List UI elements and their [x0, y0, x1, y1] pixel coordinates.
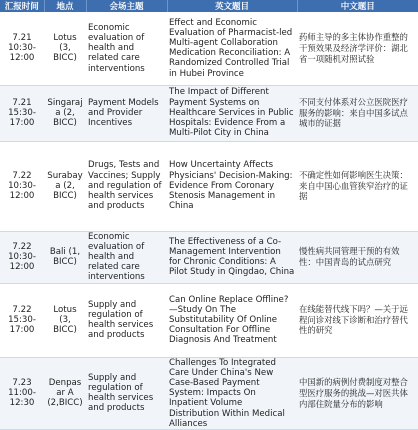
- table-row: [0, 283, 418, 357]
- cell-location: Lotus (3, BICC): [53, 32, 77, 64]
- cell-en-title: How Uncertainty Affects Physicians' Decision-Making: Evidence From Coronary Stenosis Management in China: [169, 160, 293, 212]
- cell-time: 7.23 11:00- 12:30: [0, 357, 44, 429]
- cell-location: Denpas ar A (2,BICC): [44, 357, 86, 429]
- cell-en-title: Can Online Replace Offline? —Study On The Substitutability Of Online Consultation For Offline Diagnosis And Treatment: [169, 294, 289, 346]
- cell-location: Surabay a (2, BICC): [47, 170, 83, 202]
- cell-en-title: The Effectiveness of a Co-Management Intervention for Chronic Conditions: A Pilot Study in Qingdao, China: [167, 231, 297, 283]
- table-row: [0, 231, 418, 283]
- table-row: [0, 12, 418, 85]
- cell-cn-title: 慢性病共同管理干预的有效性：中国青岛的试点研究: [297, 231, 418, 283]
- table-row: [0, 357, 418, 429]
- table-row: [0, 85, 418, 141]
- cell-theme: Drugs, Tests and Vaccines; Supply and regulation of health services and products: [88, 160, 162, 212]
- header-cn-title: 中文题目: [297, 0, 418, 12]
- table-header-row: [0, 0, 418, 12]
- cell-time: 7.22 10:30- 12:00: [0, 231, 44, 283]
- cell-en-title: The Impact of Different Payment Systems on Healthcare Services in Public Hospitals: Evidence From a Multi-Pilot City in China: [167, 85, 297, 141]
- cell-cn-title: 药师主导的多主体协作重整的干预效果及经济学评价：湖北省一项随机对照试验: [299, 32, 408, 64]
- cell-theme: Supply and regulation of health services and products: [88, 299, 154, 341]
- cell-theme: Payment Models and Provider Incentives: [86, 85, 167, 141]
- cell-theme: Economic evaluation of health and related care interventions: [86, 231, 167, 283]
- cell-cn-title: 在线能替代线下吗？—关于远程问诊对线下诊断和治疗替代性的研究: [299, 304, 408, 336]
- cell-cn-title: 不同支付体系对公立医院医疗服务的影响：来自中国多试点城市的证据: [297, 85, 418, 141]
- cell-time: 7.22 10:30- 12:00: [8, 170, 36, 202]
- cell-theme: Supply and regulation of health services and products: [86, 357, 167, 429]
- cell-location: Bali (1, BICC): [44, 231, 86, 283]
- cell-time: 7.21 10:30- 12:00: [8, 32, 36, 64]
- cell-theme: Economic evaluation of health and related care interventions: [88, 22, 145, 74]
- cell-location: Lotus (3, BICC): [53, 304, 77, 336]
- cell-cn-title: 不确定性如何影响医生决策：来自中国心血管狭窄治疗的证据: [299, 170, 408, 202]
- cell-time: 7.22 15:30- 17:00: [8, 304, 36, 336]
- cell-en-title: Effect and Economic Evaluation of Pharmacist-led Multi-agent Collaboration Medication Reconciliation: A Randomized Controlled Trial in Hubei Province: [169, 17, 293, 79]
- cell-en-title: Challenges To Integrated Care Under China's New Case-Based Payment System: Impacts On Inpatient Volume Distribution Within Medical Alliances: [167, 357, 297, 429]
- cell-cn-title: 中国新的病例付费制度对整合型医疗服务的挑战—对医共体内部住院量分布的影响: [297, 357, 418, 429]
- header-time: 汇报时间: [0, 0, 44, 12]
- cell-time: 7.21 15:30- 17:00: [0, 85, 44, 141]
- cell-location: Singaraj a (2, BICC): [44, 85, 86, 141]
- header-en-title: 英文题目: [167, 0, 297, 12]
- header-theme: 会场主题: [86, 0, 167, 12]
- header-location: 地点: [44, 0, 86, 12]
- table-row: [0, 141, 418, 231]
